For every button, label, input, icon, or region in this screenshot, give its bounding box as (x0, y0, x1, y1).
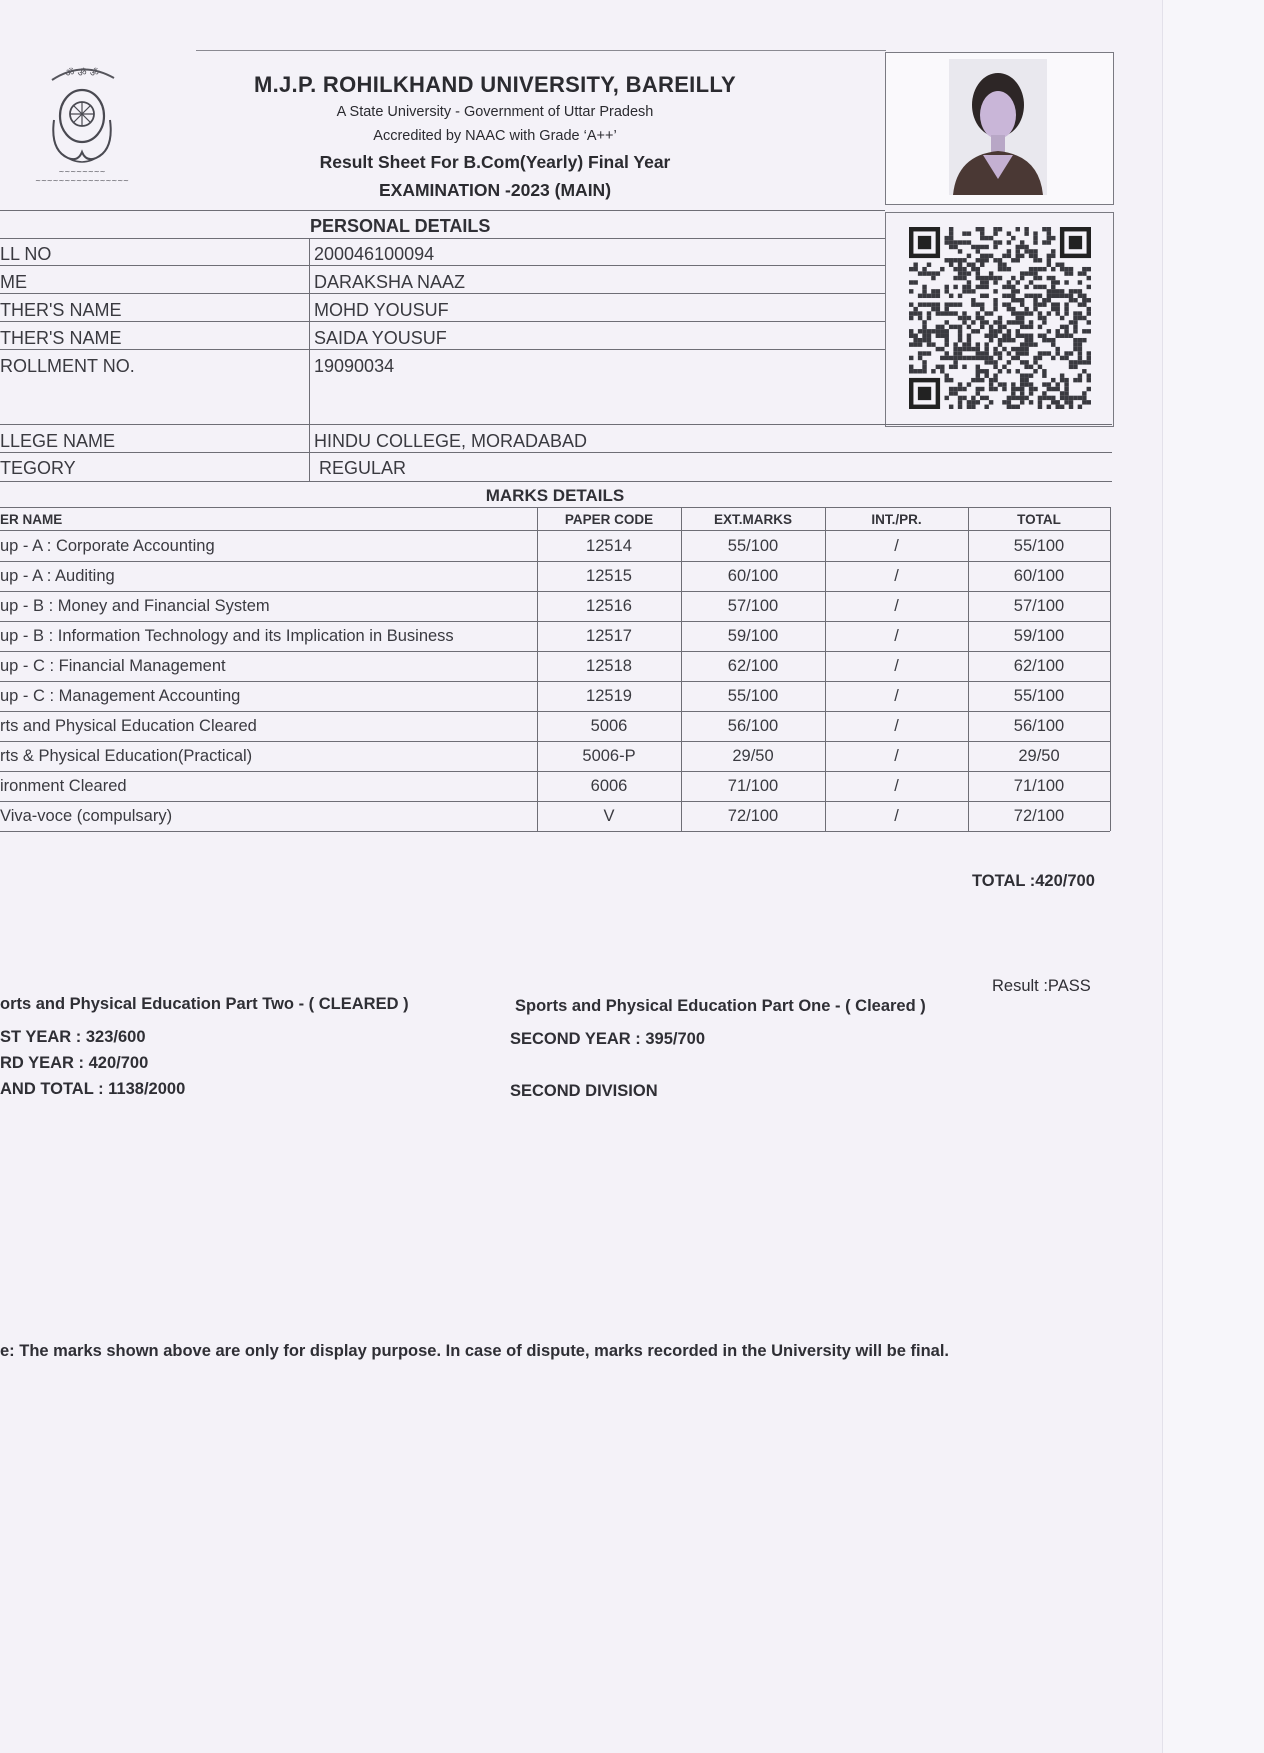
personal-details-title: PERSONAL DETAILS (310, 216, 491, 236)
table-row-rule (0, 591, 1110, 592)
table-row-rule (0, 651, 1110, 652)
paper-code: 12518 (586, 657, 632, 675)
sports-part-two: orts and Physical Education Part Two - ( CLEARED ) (0, 995, 409, 1013)
paper-name: up - A : Auditing (0, 567, 115, 585)
rule (0, 349, 885, 350)
table-row-rule (0, 831, 1110, 832)
paper-code: 12515 (586, 567, 632, 585)
total-marks-cell: 62/100 (1013, 657, 1065, 675)
paper-code: 12519 (586, 687, 632, 705)
table-column-rule (1110, 507, 1111, 831)
rule (0, 530, 1110, 531)
paper-name: up - B : Information Technology and its Implication in Business (0, 627, 454, 645)
header-paper-name: ER NAME (0, 512, 63, 527)
student-photo-icon (949, 59, 1047, 195)
ext-marks: 59/100 (727, 627, 779, 645)
ext-marks: 71/100 (727, 777, 779, 795)
ext-marks: 72/100 (727, 807, 779, 825)
rule (0, 452, 1112, 453)
ext-marks: 29/50 (732, 747, 774, 765)
paper-name: rts and Physical Education Cleared (0, 717, 257, 735)
first-year-marks: ST YEAR : 323/600 (0, 1028, 146, 1046)
ext-marks: 56/100 (727, 717, 779, 735)
table-row-rule (0, 621, 1110, 622)
paper-name: up - B : Money and Financial System (0, 597, 270, 615)
int-pr-marks: / (894, 807, 899, 825)
paper-name: up - A : Corporate Accounting (0, 537, 215, 555)
int-pr-marks: / (894, 597, 899, 615)
second-year-marks: SECOND YEAR : 395/700 (510, 1030, 706, 1048)
rule (0, 321, 885, 322)
division: SECOND DIVISION (510, 1082, 658, 1100)
total-marks: TOTAL :420/700 (972, 872, 1095, 890)
paper-code: 6006 (590, 777, 628, 795)
total-marks-cell: 71/100 (1013, 777, 1065, 795)
label-category: TEGORY (0, 458, 76, 478)
rule (0, 481, 1112, 482)
rule (0, 210, 885, 211)
int-pr-marks: / (894, 687, 899, 705)
qr-code-icon (909, 227, 1091, 409)
paper-name: rts & Physical Education(Practical) (0, 747, 253, 765)
label-name: ME (0, 272, 27, 292)
paper-code: V (603, 807, 615, 825)
rule (0, 265, 885, 266)
value-roll-no: 200046100094 (314, 244, 435, 264)
header-top-rule (196, 50, 886, 51)
qr-box (885, 212, 1114, 427)
ext-marks: 62/100 (727, 657, 779, 675)
total-marks-cell: 57/100 (1013, 597, 1065, 615)
svg-text:ॐ ॐ ॐ: ॐ ॐ ॐ (65, 68, 99, 79)
value-college-name: HINDU COLLEGE, MORADABAD (314, 431, 588, 451)
marks-details-title: MARKS DETAILS (485, 486, 625, 505)
value-name: DARAKSHA NAAZ (314, 272, 466, 292)
paper-code: 5006-P (582, 747, 636, 765)
paper-name: Viva-voce (compulsary) (0, 807, 173, 825)
ext-marks: 60/100 (727, 567, 779, 585)
accreditation: Accredited by NAAC with Grade ‘A++’ (373, 128, 617, 144)
total-marks-cell: 56/100 (1013, 717, 1065, 735)
page-edge (1162, 0, 1264, 1753)
rule (0, 293, 885, 294)
int-pr-marks: / (894, 747, 899, 765)
header-int-pr: INT./PR. (871, 512, 922, 527)
total-marks-cell: 72/100 (1013, 807, 1065, 825)
result-sheet-title: Result Sheet For B.Com(Yearly) Final Year (319, 152, 671, 172)
table-row-rule (0, 741, 1110, 742)
int-pr-marks: / (894, 657, 899, 675)
table-row-rule (0, 561, 1110, 562)
value-enrollment-no: 19090034 (314, 356, 395, 376)
paper-code: 12517 (586, 627, 632, 645)
svg-text:~~~~~~~~: ~~~~~~~~ (58, 168, 106, 176)
sports-part-one: Sports and Physical Education Part One - ( Cleared ) (515, 997, 926, 1015)
rule (309, 238, 310, 481)
header-paper-code: PAPER CODE (564, 512, 654, 527)
photo-box (885, 52, 1114, 205)
int-pr-marks: / (894, 537, 899, 555)
label-enrollment-no: ROLLMENT NO. (0, 356, 135, 376)
total-marks-cell: 55/100 (1013, 537, 1065, 555)
paper-code: 12514 (586, 537, 632, 555)
examination-title: EXAMINATION -2023 (MAIN) (378, 180, 612, 200)
university-name: M.J.P. ROHILKHAND UNIVERSITY, BAREILLY (253, 72, 737, 97)
value-father-name: MOHD YOUSUF (314, 300, 449, 320)
rule (0, 238, 885, 239)
result-status: Result :PASS (992, 977, 1091, 995)
third-year-marks: RD YEAR : 420/700 (0, 1054, 149, 1072)
table-row-rule (0, 681, 1110, 682)
header-total: TOTAL (1017, 512, 1061, 527)
table-row-rule (0, 711, 1110, 712)
int-pr-marks: / (894, 717, 899, 735)
paper-code: 5006 (590, 717, 628, 735)
ext-marks: 57/100 (727, 597, 779, 615)
paper-code: 12516 (586, 597, 632, 615)
university-emblem-icon (22, 58, 142, 186)
total-marks-cell: 29/50 (1018, 747, 1060, 765)
disclaimer-note: e: The marks shown above are only for display purpose. In case of dispute, marks recorded in the University will be final. (0, 1342, 950, 1360)
ext-marks: 55/100 (727, 687, 779, 705)
int-pr-marks: / (894, 567, 899, 585)
label-mother-name: THER'S NAME (0, 328, 122, 348)
total-marks-cell: 60/100 (1013, 567, 1065, 585)
svg-text:~~~~~~~~~~~~~~~~: ~~~~~~~~~~~~~~~~ (35, 177, 129, 185)
label-father-name: THER'S NAME (0, 300, 122, 320)
rule (0, 507, 1110, 508)
label-college-name: LLEGE NAME (0, 431, 116, 451)
header-ext-marks: EXT.MARKS (713, 512, 792, 527)
paper-name: up - C : Financial Management (0, 657, 226, 675)
int-pr-marks: / (894, 777, 899, 795)
paper-name: ironment Cleared (0, 777, 127, 795)
total-marks-cell: 55/100 (1013, 687, 1065, 705)
ext-marks: 55/100 (727, 537, 779, 555)
value-mother-name: SAIDA YOUSUF (314, 328, 447, 348)
int-pr-marks: / (894, 627, 899, 645)
total-marks-cell: 59/100 (1013, 627, 1065, 645)
value-category: REGULAR (319, 458, 407, 478)
grand-total: AND TOTAL : 1138/2000 (0, 1080, 186, 1098)
table-row-rule (0, 771, 1110, 772)
label-roll-no: LL NO (0, 244, 52, 264)
paper-name: up - C : Management Accounting (0, 687, 241, 705)
rule (0, 424, 1112, 425)
university-subtitle: A State University - Government of Uttar Pradesh (336, 104, 654, 120)
table-row-rule (0, 801, 1110, 802)
